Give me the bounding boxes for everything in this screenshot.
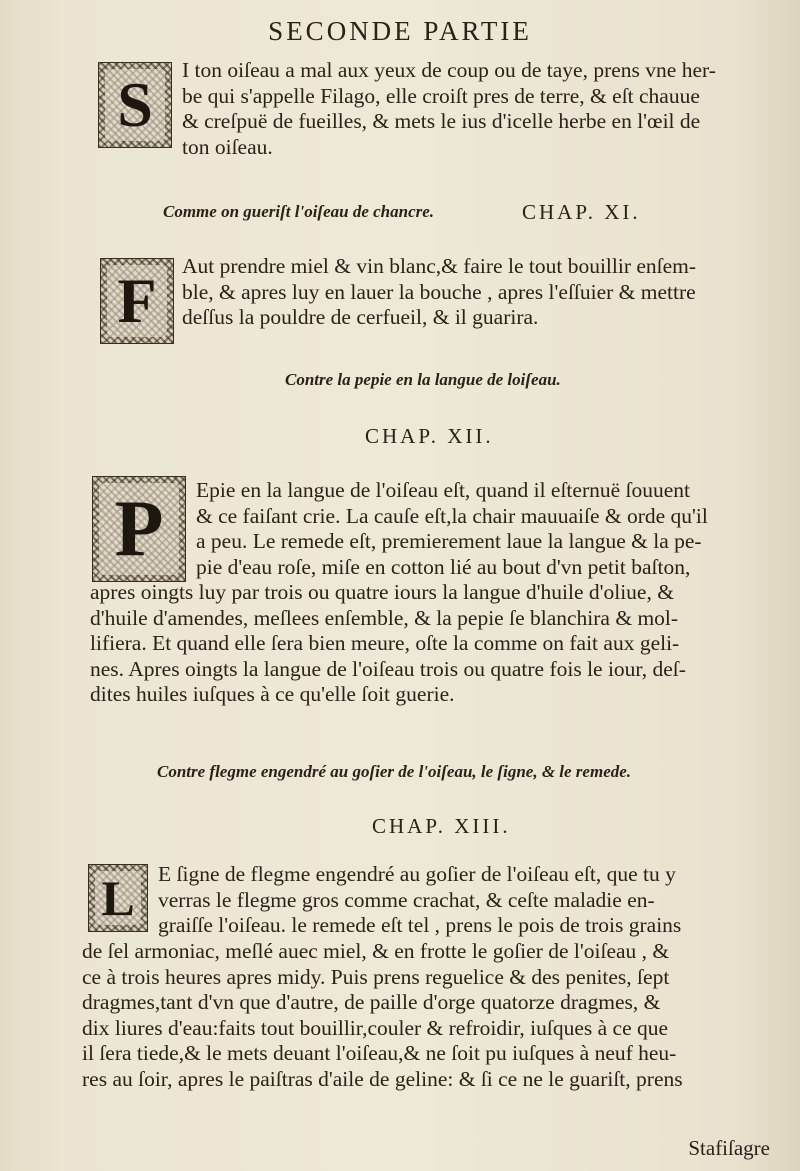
text-line: a peu. Le remede eſt, premierement laue la langue & la pe- — [196, 529, 702, 554]
paragraph-pepie-remedy-full — [90, 580, 790, 708]
text-line: & ce faiſant crie. La cauſe eſt,la chair mauuaiſe & orde qu'il — [196, 503, 708, 528]
text-line: deſſus la pouldre de cerfueil, & il guarira. — [182, 305, 539, 330]
text-line: res au ſoir, apres le paiſtras d'aile de geline: & ſi ce ne le guariſt, prens — [82, 1066, 683, 1091]
text-line: pie d'eau roſe, miſe en cotton lié au bout d'vn petit baſton, — [196, 554, 691, 579]
decorated-initial-f: F — [100, 258, 174, 344]
text-line: ce à trois heures apres midy. Puis prens reguelice & des penites, ſept — [82, 964, 670, 989]
chapter-12-heading: Contre la pepie en la langue de loiſeau. — [285, 370, 561, 389]
text-line: graiſſe l'oiſeau. le remede eſt tel , prens le pois de trois grains — [158, 913, 682, 938]
text-line: dix liures d'eau:faits tout bouillir,couler & refroidir, iuſques à ce que — [82, 1015, 669, 1040]
text-line: verras le flegme gros comme crachat, & ceſte maladie en- — [158, 887, 655, 912]
text-line: E ſigne de flegme engendré au goſier de l'oiſeau eſt, que tu y — [158, 862, 676, 886]
text-line: ble, & apres luy en lauer la bouche , apres l'eſſuier & mettre — [182, 279, 696, 304]
catchword: Stafiſagre — [688, 1136, 770, 1160]
text-line: dragmes,tant d'vn que d'autre, de paille d'orge quatorze dragmes, & — [82, 990, 661, 1015]
text-line: il ſera tiede,& le mets deuant l'oiſeau,& ne ſoit pu iuſques à neuf heu- — [82, 1041, 677, 1066]
paragraph-chancre-remedy — [182, 254, 782, 331]
chapter-13-label: CHAP. XIII. — [372, 814, 511, 838]
text-line: Aut prendre miel & vin blanc,& faire le tout bouillir enſem- — [182, 254, 697, 278]
running-header: SECONDE PARTIE — [268, 16, 532, 46]
text-line: de ſel armoniac, meſlé auec miel, & en frotte le goſier de l'oiſeau , & — [82, 939, 670, 963]
text-line: apres oingts luy par trois ou quatre iours la langue d'huile d'oliue, & — [90, 580, 674, 604]
text-line: I ton oiſeau a mal aux yeux de coup ou de taye, prens vne her- — [182, 58, 716, 82]
text-line: & creſpuë de fueilles, & mets le ius d'icelle herbe en l'œil de — [182, 109, 701, 134]
text-line: Epie en la langue de l'oiſeau eſt, quand il eſternuë ſouuent — [196, 478, 691, 502]
text-line: nes. Apres oingts la langue de l'oiſeau trois ou quatre fois le iour, deſ- — [90, 656, 686, 681]
paragraph-pepie-remedy-indented — [196, 478, 786, 580]
paragraph-flegme-remedy-indented — [158, 862, 788, 939]
decorated-initial-s: S — [98, 62, 172, 148]
paragraph-flegme-remedy-full — [82, 939, 790, 1093]
chapter-12-label: CHAP. XII. — [365, 424, 494, 448]
text-line: dites huiles iuſques à ce qu'elle ſoit guerie. — [90, 682, 455, 707]
text-line: ton oiſeau. — [182, 134, 273, 159]
chapter-11-label: CHAP. XI. — [522, 200, 641, 224]
decorated-initial-p: P — [92, 476, 186, 582]
decorated-initial-l: L — [88, 864, 148, 932]
text-line: be qui s'appelle Filago, elle croiſt pres de terre, & eſt chauue — [182, 83, 700, 108]
chapter-13-heading: Contre flegme engendré au goſier de l'oiſeau, le ſigne, & le remede. — [157, 762, 632, 781]
text-line: d'huile d'amendes, meſlees enſemble, & la pepie ſe blanchira & mol- — [90, 605, 679, 630]
text-line: lifiera. Et quand elle ſera bien meure, oſte la comme on fait aux geli- — [90, 631, 680, 656]
paragraph-eye-remedy — [182, 58, 782, 160]
chapter-11-heading: Comme on gueriſt l'oiſeau de chancre. — [163, 202, 435, 221]
